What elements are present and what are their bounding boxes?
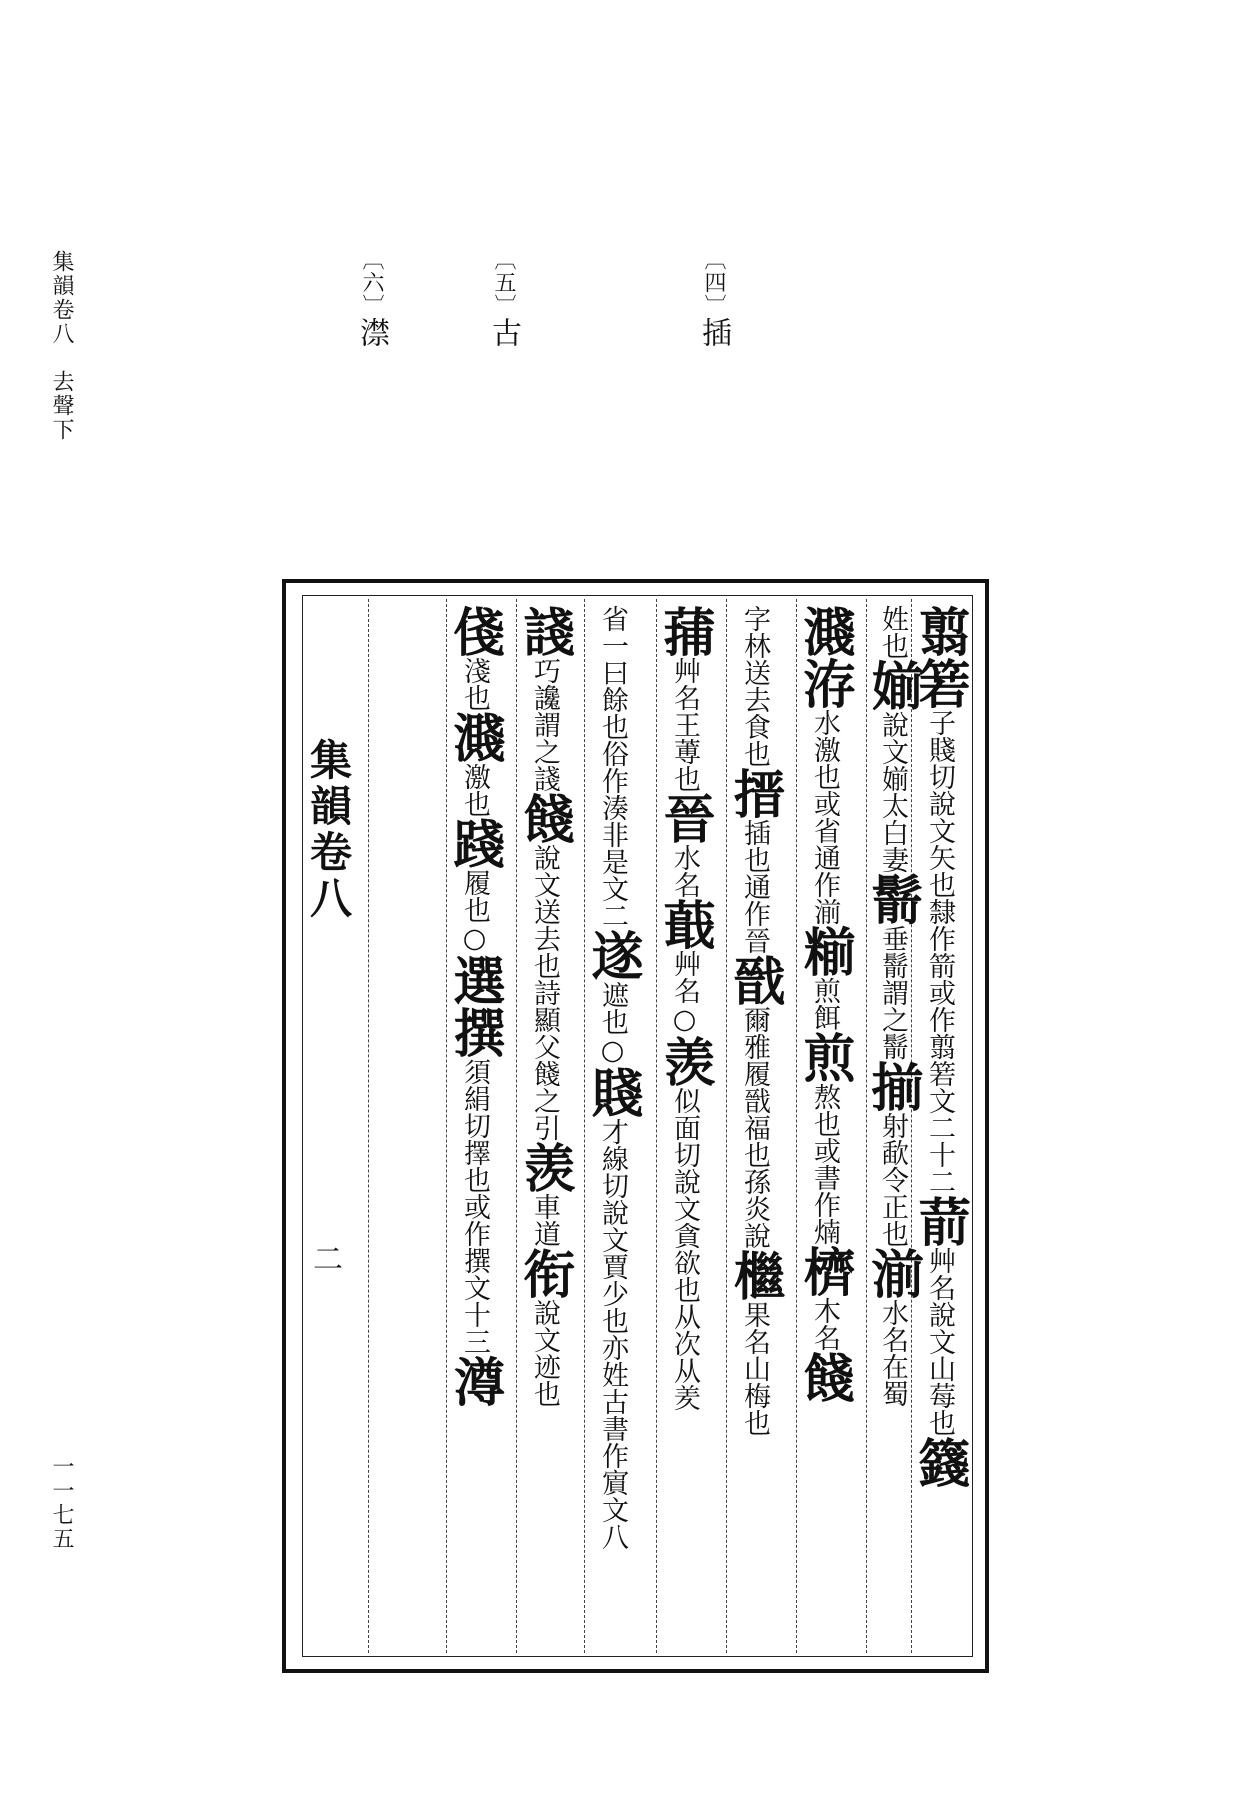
collation-note-5 <box>486 248 521 347</box>
gloss: 熬也或書作煵 <box>809 1083 840 1245</box>
head-char: 葥 <box>909 1195 970 1247</box>
column-rule <box>656 599 657 1653</box>
head-char: 濺 <box>794 605 855 657</box>
text-column-1 <box>909 605 970 1488</box>
gloss: 水激也或省通作湔 <box>809 709 840 925</box>
head-char: 賤 <box>582 1066 643 1118</box>
gloss: 省一曰餘也俗作湊非是文二 <box>597 605 628 929</box>
gloss: 說文送去也詩顯父餞之引 <box>529 844 560 1141</box>
gloss: 淺也 <box>459 657 490 711</box>
head-char: 諓 <box>514 605 575 657</box>
text-column-8 <box>444 605 505 1407</box>
head-char: 蒱 <box>654 605 715 657</box>
woodblock-page <box>282 579 989 1673</box>
head-char: 湔 <box>862 1247 923 1299</box>
gloss: 才線切說文賈少也亦姓古書作賔文八 <box>597 1118 628 1550</box>
text-column-4 <box>724 605 785 1436</box>
gloss: 煎餌 <box>809 977 840 1031</box>
head-char: 衔 <box>514 1247 575 1299</box>
gloss: 爾雅履戩福也孫炎說 <box>739 1006 770 1249</box>
gloss: 字林送去食也 <box>739 605 770 767</box>
text-column-2 <box>862 605 923 1407</box>
text-column-3 <box>794 605 855 1403</box>
head-char: 羡 <box>654 1035 715 1087</box>
head-char: 鬋 <box>862 873 923 925</box>
head-char: 籛 <box>909 1436 970 1488</box>
page-number: 一一七五 <box>49 1455 74 1551</box>
gloss: 似面切說文貪欲也从次从羑 <box>669 1087 700 1411</box>
circle-separator: ○ <box>597 1035 628 1066</box>
gloss: 車道 <box>529 1193 560 1247</box>
head-char: 濺 <box>444 711 505 763</box>
running-header: 集韻卷八 去聲下 <box>49 250 74 442</box>
text-column-7 <box>514 605 575 1407</box>
head-char: 遂 <box>582 929 643 981</box>
gloss: 垂鬋謂之鬋 <box>877 925 908 1060</box>
head-char: 箬 <box>909 657 970 709</box>
note-text: 插 <box>696 317 731 347</box>
gloss: 激也 <box>459 763 490 817</box>
gloss: 子賤切說文矢也隸作箭或作翦箬文二十二 <box>924 709 955 1195</box>
gloss: 姓也 <box>877 605 908 659</box>
note-text: 澿 <box>354 317 389 347</box>
note-marker: 〔五〕 <box>491 248 516 317</box>
banxin-folio: 二 <box>307 1243 342 1273</box>
note-marker: 〔六〕 <box>359 248 384 317</box>
gloss: 說文迹也 <box>529 1299 560 1407</box>
head-char: 檵 <box>724 1249 785 1301</box>
gloss: 巧讒謂之諓 <box>529 657 560 792</box>
collation-note-4 <box>696 248 731 347</box>
head-char: 櫅 <box>794 1245 855 1297</box>
gloss: 履也 <box>459 869 490 923</box>
gloss: 艸名王蒪也 <box>669 657 700 792</box>
head-char: 晉 <box>654 792 715 844</box>
text-column-5 <box>654 605 715 1411</box>
head-char: 踐 <box>444 817 505 869</box>
head-char: 餞 <box>514 792 575 844</box>
gloss: 水名在蜀 <box>877 1299 908 1407</box>
head-char: 選 <box>444 954 505 1006</box>
head-char: 煎 <box>794 1031 855 1083</box>
head-char: 蕺 <box>654 898 715 950</box>
note-text: 古 <box>486 317 521 347</box>
head-char: 翦 <box>909 605 970 657</box>
collation-note-6 <box>354 248 389 347</box>
head-char: 撰 <box>444 1006 505 1058</box>
head-char: 搢 <box>724 767 785 819</box>
column-rule <box>516 599 517 1653</box>
gloss: 遮也 <box>597 981 628 1035</box>
head-char: 俴 <box>444 605 505 657</box>
gloss: 果名山梅也 <box>739 1301 770 1436</box>
column-rule <box>368 599 369 1653</box>
column-rule <box>796 599 797 1653</box>
column-rule <box>584 599 585 1653</box>
head-char: 澊 <box>444 1355 505 1407</box>
gloss: 水名 <box>669 844 700 898</box>
head-char: 餞 <box>794 1351 855 1403</box>
gloss: 射歃令正也 <box>877 1112 908 1247</box>
note-marker: 〔四〕 <box>701 248 726 317</box>
column-rule <box>726 599 727 1653</box>
gloss: 艸名 <box>669 950 700 1004</box>
circle-separator: ○ <box>669 1004 700 1035</box>
head-char: 糋 <box>794 925 855 977</box>
gloss: 插也通作晉 <box>739 819 770 954</box>
head-char: 洊 <box>794 657 855 709</box>
head-char: 羡 <box>514 1141 575 1193</box>
head-char: 揃 <box>862 1060 923 1112</box>
banxin-title: 集韻卷八 <box>304 738 353 922</box>
gloss: 說文媊太白妻 <box>877 711 908 873</box>
text-column-6 <box>582 605 643 1550</box>
head-char: 媊 <box>862 659 923 711</box>
circle-separator: ○ <box>459 923 490 954</box>
gloss: 須絹切擇也或作撰文十三 <box>459 1058 490 1355</box>
gloss: 木名 <box>809 1297 840 1351</box>
head-char: 戩 <box>724 954 785 1006</box>
gloss: 艸名說文山莓也 <box>924 1247 955 1436</box>
